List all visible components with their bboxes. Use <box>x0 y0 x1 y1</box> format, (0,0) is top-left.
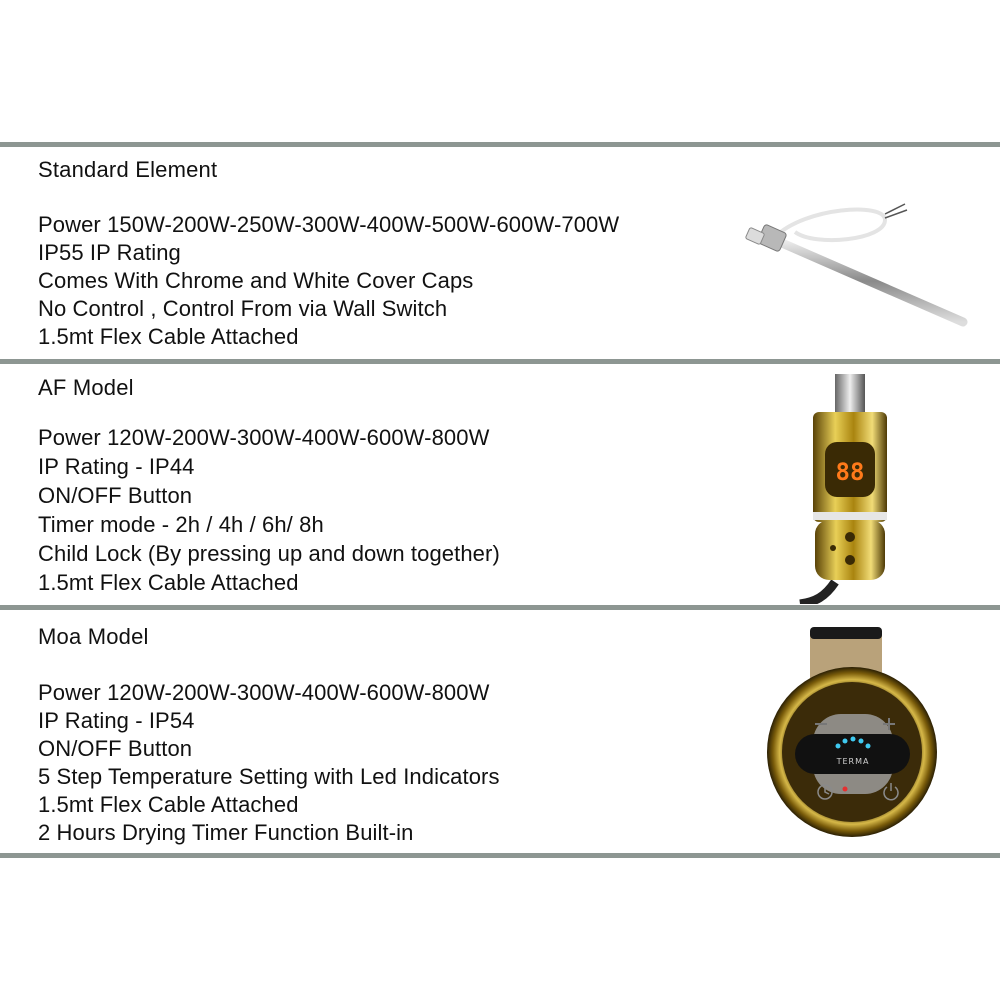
spec-line: Timer mode - 2h / 4h / 6h/ 8h <box>38 512 324 537</box>
spec-line: 1.5mt Flex Cable Attached <box>38 570 299 595</box>
spec-line: 1.5mt Flex Cable Attached <box>38 792 299 817</box>
moa-model-image <box>765 622 940 850</box>
section-af-model <box>0 364 1000 605</box>
spec-list <box>38 679 500 847</box>
af-model-image <box>795 372 905 604</box>
section-title: AF Model <box>38 375 134 400</box>
spec-line: 2 Hours Drying Timer Function Built-in <box>38 820 414 845</box>
spec-line: Power 150W-200W-250W-300W-400W-500W-600W-700W <box>38 212 620 237</box>
spec-line: IP Rating - IP54 <box>38 708 195 733</box>
spec-line: ON/OFF Button <box>38 736 193 761</box>
spec-line: Power 120W-200W-300W-400W-600W-800W <box>38 425 490 450</box>
spec-line: IP Rating - IP44 <box>38 454 195 479</box>
spec-list <box>38 423 500 597</box>
section-standard-element <box>0 147 1000 359</box>
spec-line: IP55 IP Rating <box>38 240 181 265</box>
spec-line: Child Lock (By pressing up and down together) <box>38 541 500 566</box>
spec-line: ON/OFF Button <box>38 483 193 508</box>
moa-brand-label: TERMA <box>836 757 870 766</box>
divider <box>0 853 1000 858</box>
af-display-readout: 88 <box>835 458 865 486</box>
section-title: Standard Element <box>38 157 218 182</box>
section-moa-model <box>0 610 1000 853</box>
spec-list <box>38 211 619 351</box>
spec-line: No Control , Control From via Wall Switch <box>38 296 448 321</box>
standard-element-image <box>735 192 995 362</box>
spec-line: 1.5mt Flex Cable Attached <box>38 324 299 349</box>
spec-line: Comes With Chrome and White Cover Caps <box>38 268 474 293</box>
section-title: Moa Model <box>38 624 149 649</box>
spec-line: 5 Step Temperature Setting with Led Indicators <box>38 764 500 789</box>
spec-line: Power 120W-200W-300W-400W-600W-800W <box>38 680 490 705</box>
